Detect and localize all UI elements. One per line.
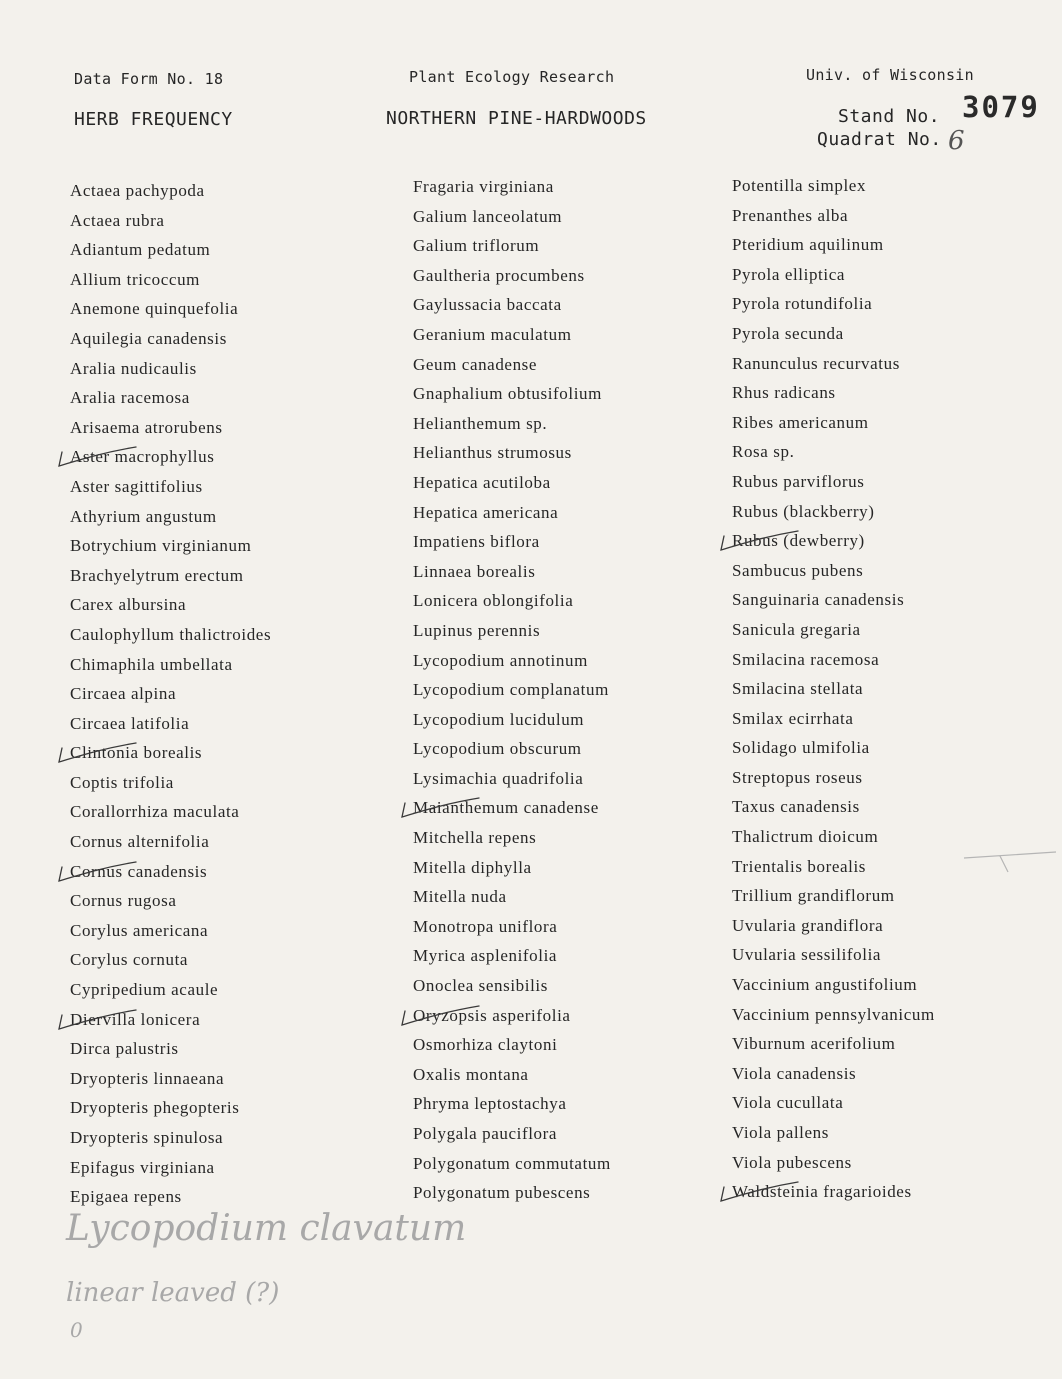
species-item: [413, 409, 611, 439]
species-item: [732, 289, 935, 319]
species-name: Rubus (dewberry): [732, 531, 865, 551]
handwritten-note-mark: 0: [70, 1318, 83, 1342]
species-name: Viola cucullata: [732, 1093, 844, 1113]
species-name: Waldsteinia fragarioides: [732, 1182, 912, 1202]
species-item: [70, 502, 271, 532]
species-name: Ranunculus recurvatus: [732, 353, 900, 373]
species-name: Rosa sp.: [732, 442, 795, 462]
species-name: Cornus alternifolia: [70, 832, 210, 852]
species-name: Lupinus perennis: [413, 620, 541, 640]
species-name: Mitchella repens: [413, 828, 537, 848]
species-name: Prenanthes alba: [732, 205, 849, 225]
species-item: [732, 556, 935, 586]
species-item: [413, 468, 611, 498]
species-name: Viola pubescens: [732, 1152, 852, 1172]
species-item: [413, 1060, 611, 1090]
species-name: Hepatica acutiloba: [413, 472, 551, 492]
species-name: Botrychium virginianum: [70, 536, 252, 556]
species-item: [70, 1034, 271, 1064]
species-item: [732, 704, 935, 734]
species-item: [70, 945, 271, 975]
species-item: [732, 970, 935, 1000]
species-name: Lonicera oblongifolia: [413, 591, 574, 611]
species-name: Rhus radicans: [732, 383, 836, 403]
species-name: Pyrola elliptica: [732, 264, 845, 284]
species-item: [413, 172, 611, 202]
species-name: Osmorhiza claytoni: [413, 1035, 558, 1055]
species-name: Myrica asplenifolia: [413, 946, 558, 966]
species-item: [70, 709, 271, 739]
species-item: [413, 231, 611, 261]
species-item: [413, 320, 611, 350]
species-item: [732, 526, 935, 556]
species-name: Cornus rugosa: [70, 891, 177, 911]
species-item: [70, 857, 271, 887]
species-item: [732, 408, 935, 438]
species-item: [413, 379, 611, 409]
community-title: NORTHERN PINE-HARDWOODS: [386, 108, 647, 129]
species-name: Carex albursina: [70, 595, 187, 615]
species-item: [732, 378, 935, 408]
species-name: Pyrola secunda: [732, 323, 844, 343]
species-item: [732, 1118, 935, 1148]
species-name: Lycopodium lucidulum: [413, 709, 585, 729]
species-name: Coptis trifolia: [70, 772, 174, 792]
species-item: [70, 442, 271, 472]
species-item: [413, 882, 611, 912]
handwritten-note-species: Lycopodium clavatum: [66, 1208, 467, 1249]
species-item: [413, 764, 611, 794]
species-item: [70, 975, 271, 1005]
species-item: [70, 294, 271, 324]
species-item: [413, 527, 611, 557]
species-item: [70, 1093, 271, 1123]
species-name: Ribes americanum: [732, 412, 869, 432]
species-name: Rubus parviflorus: [732, 471, 865, 491]
species-name: Uvularia sessilifolia: [732, 945, 882, 965]
species-name: Sanguinaria canadensis: [732, 590, 905, 610]
species-item: [413, 1178, 611, 1208]
species-item: [70, 827, 271, 857]
species-name: Smilacina racemosa: [732, 649, 880, 669]
species-item: [732, 319, 935, 349]
species-name: Viburnum acerifolium: [732, 1034, 896, 1054]
species-item: [732, 911, 935, 941]
species-item: [732, 674, 935, 704]
species-name: Uvularia grandiflora: [732, 915, 884, 935]
species-item: [732, 1000, 935, 1030]
species-item: [70, 324, 271, 354]
species-item: [732, 467, 935, 497]
species-name: Vaccinium pennsylvanicum: [732, 1004, 935, 1024]
species-item: [413, 1030, 611, 1060]
species-name: Galium lanceolatum: [413, 206, 563, 226]
species-name: Lysimachia quadrifolia: [413, 768, 584, 788]
species-name: Taxus canadensis: [732, 797, 860, 817]
species-name: Clintonia borealis: [70, 743, 203, 763]
species-name: Linnaea borealis: [413, 561, 536, 581]
species-name: Circaea alpina: [70, 684, 177, 704]
species-name: Diervilla lonicera: [70, 1009, 201, 1029]
species-column-1: [70, 176, 271, 1212]
species-item: [732, 349, 935, 379]
species-item: [732, 201, 935, 231]
species-item: [413, 1001, 611, 1031]
species-name: Anemone quinquefolia: [70, 299, 239, 319]
species-name: Epigaea repens: [70, 1187, 182, 1207]
species-name: Aquilegia canadensis: [70, 328, 227, 348]
species-name: Allium tricoccum: [70, 269, 200, 289]
species-name: Corallorrhiza maculata: [70, 802, 240, 822]
species-name: Dryopteris linnaeana: [70, 1068, 225, 1088]
species-item: [413, 705, 611, 735]
species-name: Thalictrum dioicum: [732, 827, 879, 847]
species-item: [70, 1064, 271, 1094]
species-item: [413, 202, 611, 232]
species-item: [732, 260, 935, 290]
species-name: Epifagus virginiana: [70, 1157, 215, 1177]
species-item: [70, 265, 271, 295]
species-name: Gnaphalium obtusifolium: [413, 384, 602, 404]
species-name: Geum canadense: [413, 354, 538, 374]
species-item: [70, 413, 271, 443]
species-item: [70, 206, 271, 236]
species-item: [70, 561, 271, 591]
species-column-2: [413, 172, 611, 1208]
handwritten-note-description: linear leaved (?): [66, 1278, 280, 1308]
species-item: [413, 438, 611, 468]
stand-label: Stand No.: [838, 106, 941, 127]
species-item: [70, 768, 271, 798]
species-name: Aster macrophyllus: [70, 447, 215, 467]
species-name: Vaccinium angustifolium: [732, 975, 918, 995]
species-item: [732, 171, 935, 201]
form-title: HERB FREQUENCY: [74, 109, 233, 130]
species-item: [413, 971, 611, 1001]
species-item: [70, 916, 271, 946]
species-name: Arisaema atrorubens: [70, 417, 223, 437]
species-item: [413, 646, 611, 676]
species-name: Viola canadensis: [732, 1063, 857, 1083]
species-item: [413, 675, 611, 705]
species-item: [70, 176, 271, 206]
species-name: Oxalis montana: [413, 1064, 529, 1084]
species-name: Cornus canadensis: [70, 861, 208, 881]
species-name: Dryopteris spinulosa: [70, 1128, 224, 1147]
species-name: Trillium grandiflorum: [732, 886, 895, 906]
species-name: Gaylussacia baccata: [413, 295, 562, 315]
species-name: Gaultheria procumbens: [413, 265, 585, 285]
species-name: Solidago ulmifolia: [732, 738, 870, 758]
species-name: Pteridium aquilinum: [732, 235, 884, 255]
species-name: Trientalis borealis: [732, 856, 867, 876]
species-item: [732, 1177, 935, 1207]
species-name: Hepatica americana: [413, 502, 559, 522]
species-name: Adiantum pedatum: [70, 240, 211, 260]
species-name: Helianthemum sp.: [413, 413, 548, 433]
species-item: [70, 590, 271, 620]
species-item: [70, 620, 271, 650]
species-name: Helianthus strumosus: [413, 443, 572, 463]
species-name: Dryopteris phegopteris: [70, 1098, 240, 1118]
species-item: [413, 823, 611, 853]
species-name: Viola pallens: [732, 1123, 829, 1142]
species-name: Monotropa uniflora: [413, 916, 558, 936]
species-item: [413, 734, 611, 764]
species-name: Actaea rubra: [70, 210, 165, 230]
species-name: Oryzopsis asperifolia: [413, 1005, 571, 1025]
species-item: [732, 1088, 935, 1118]
species-name: Dirca palustris: [70, 1039, 179, 1059]
species-name: Smilacina stellata: [732, 679, 864, 699]
species-name: Corylus americana: [70, 920, 209, 940]
species-name: Polygonatum pubescens: [413, 1183, 591, 1203]
university-label: Univ. of Wisconsin: [806, 66, 974, 84]
species-name: Fragaria virginiana: [413, 177, 554, 196]
species-item: [70, 650, 271, 680]
species-item: [70, 354, 271, 384]
species-name: Aster sagittifolius: [70, 476, 203, 496]
species-item: [70, 472, 271, 502]
species-item: [70, 886, 271, 916]
species-item: [70, 1153, 271, 1183]
species-item: [732, 1148, 935, 1178]
species-item: [70, 235, 271, 265]
species-item: [413, 1149, 611, 1179]
species-name: Corylus cornuta: [70, 950, 189, 970]
species-item: [70, 383, 271, 413]
species-item: [413, 616, 611, 646]
species-name: Sanicula gregaria: [732, 619, 861, 639]
species-name: Lycopodium complanatum: [413, 680, 609, 700]
species-item: [413, 1089, 611, 1119]
species-item: [732, 1029, 935, 1059]
species-name: Mitella diphylla: [413, 857, 532, 877]
species-item: [413, 1119, 611, 1149]
species-item: [732, 792, 935, 822]
form-number: Data Form No. 18: [74, 70, 224, 88]
species-item: [413, 498, 611, 528]
species-item: [732, 497, 935, 527]
species-item: [413, 557, 611, 587]
species-item: [413, 350, 611, 380]
species-item: [732, 230, 935, 260]
species-name: Impatiens biflora: [413, 532, 540, 552]
species-name: Geranium maculatum: [413, 324, 572, 344]
species-item: [732, 881, 935, 911]
species-name: Rubus (blackberry): [732, 501, 875, 521]
species-item: [70, 531, 271, 561]
species-name: Onoclea sensibilis: [413, 976, 548, 996]
species-item: [732, 822, 935, 852]
species-item: [732, 645, 935, 675]
species-item: [70, 1123, 271, 1153]
species-name: Caulophyllum thalictroides: [70, 624, 272, 644]
species-item: [732, 1059, 935, 1089]
margin-pencil-mark: [960, 848, 1060, 878]
species-name: Circaea latifolia: [70, 713, 190, 733]
species-item: [732, 940, 935, 970]
species-name: Chimaphila umbellata: [70, 654, 233, 674]
species-name: Pyrola rotundifolia: [732, 294, 873, 314]
species-name: Mitella nuda: [413, 887, 507, 907]
species-item: [413, 853, 611, 883]
species-item: [732, 763, 935, 793]
research-label: Plant Ecology Research: [409, 68, 615, 86]
species-name: Cypripedium acaule: [70, 980, 219, 1000]
species-name: Galium triflorum: [413, 236, 540, 256]
quadrat-label: Quadrat No.: [817, 129, 942, 150]
species-name: Maianthemum canadense: [413, 798, 599, 818]
species-name: Sambucus pubens: [732, 560, 864, 580]
species-name: Phryma leptostachya: [413, 1094, 567, 1114]
species-name: Streptopus roseus: [732, 767, 863, 787]
species-item: [732, 852, 935, 882]
species-item: [70, 738, 271, 768]
species-item: [413, 290, 611, 320]
species-item: [732, 615, 935, 645]
species-item: [413, 793, 611, 823]
species-name: Polygonatum commutatum: [413, 1153, 611, 1173]
species-name: Lycopodium annotinum: [413, 650, 588, 670]
species-name: Polygala pauciflora: [413, 1124, 558, 1143]
species-name: Brachyelytrum erectum: [70, 565, 244, 585]
species-name: Potentilla simplex: [732, 176, 867, 195]
species-item: [732, 585, 935, 615]
stand-number: 3079: [962, 90, 1040, 124]
species-name: Smilax ecirrhata: [732, 708, 854, 728]
species-item: [70, 1005, 271, 1035]
species-item: [413, 261, 611, 291]
species-item: [70, 679, 271, 709]
species-name: Actaea pachypoda: [70, 181, 205, 200]
species-column-3: [732, 171, 935, 1207]
species-item: [732, 733, 935, 763]
species-item: [413, 912, 611, 942]
species-item: [413, 941, 611, 971]
species-item: [413, 586, 611, 616]
species-name: Athyrium angustum: [70, 506, 217, 526]
species-item: [70, 797, 271, 827]
species-item: [732, 437, 935, 467]
species-name: Lycopodium obscurum: [413, 739, 582, 759]
species-name: Aralia racemosa: [70, 388, 190, 408]
species-name: Aralia nudicaulis: [70, 358, 197, 378]
quadrat-number: 6: [948, 126, 965, 156]
